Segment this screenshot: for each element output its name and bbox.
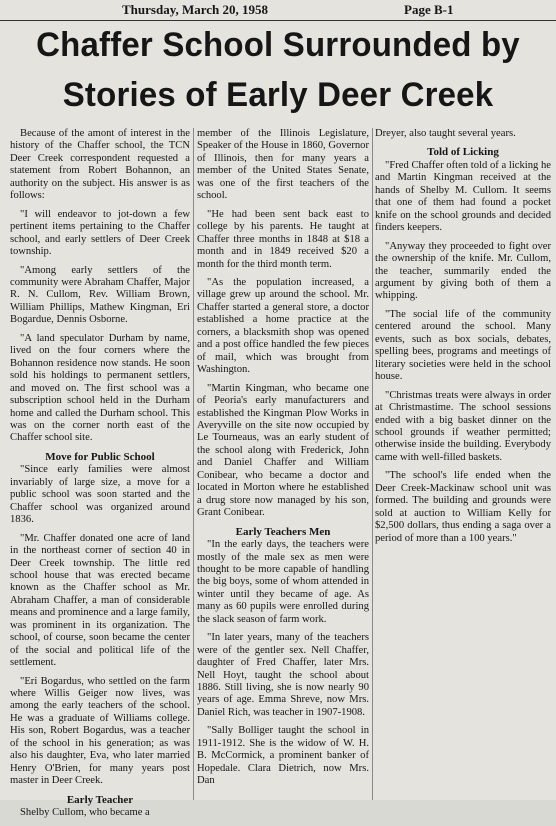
paragraph: "A land speculator Durham by name, lived on the four corners where the Bohannon residence now stands. He soon sold his holdings to permanent settlers, and moved on. The first school was a subscription school held in the Durham home and called the Durham school. This was on the corner north east of the Chaffer school site. (10, 332, 190, 444)
paragraph: "He had been sent back east to college by his parents. He taught at Chaffer three months in 1848 at $18 a month and in 1849 received $20 a month for the third month term. (197, 208, 369, 270)
article-column-3 (375, 128, 551, 551)
headline-line-1: Chaffer School Surrounded by (36, 26, 520, 64)
headline (8, 20, 547, 124)
column-rule-2 (372, 128, 373, 800)
paragraph: "In later years, many of the teachers were of the gentler sex. Nell Chaffer, daughter of Fred Chaffer, later Mrs. Nell Hoyt, taught the school about 1886. Still living, she is now nearly 90 years of age. Emma Shreve, now Mrs. Daniel Rich, was teacher in 1907-1908. (197, 632, 369, 718)
paragraph: "Among early settlers of the community were Abraham Chaffer, Major R. N. Cullom, Rev. William Brown, William Phillips, Mathew Kingman, Eri Bogardue, Dennis Osborne. (10, 264, 190, 326)
page-dateline (0, 0, 556, 21)
article-column-1 (10, 128, 190, 826)
paragraph: Shelby Cullom, who became a (20, 807, 150, 819)
paragraph: "Mr. Chaffer donated one acre of land in the northeast corner of section 40 in Deer Creek township. The little red school house that was erected became known as the Chaffer school as Mr. Abraham Chaffer, a man of considerable means and prominence and a large family, was prominent in its organization. The school, of course, soon became the center of the social and political life of the settlement. (10, 532, 190, 669)
article-column-2 (197, 128, 369, 794)
issue-date: Thursday, March 20, 1958 (122, 2, 269, 17)
paragraph: "Anyway they proceeded to fight over the ownership of the knife. Mr. Cullom, the teacher, summarily ended the argument by giving both of them a whipping. (375, 240, 551, 302)
paragraph: "Fred Chaffer often told of a licking he and Martin Kingman received at the hands of Shelby M. Cullom. It seems that one of them had found a pocket knife on the school grounds and decided finders keepers. (375, 159, 551, 234)
paragraph: Because of the amont of interest in the history of the Chaffer school, the TCN Deer Creek correspondent requested a statement from Robert Bohannon, an authority on the subject. His answer is as follows: (10, 128, 190, 202)
paragraph: "Martin Kingman, who became one of Peoria's early manufacturers and established the Kingman Plow Works in Averyville on the site now occupied by Le Tourneaus, was an early student of the school along with Frederick, John and Daniel Chaffer and William Conibear, who became a doctor and located in Morton where he established a drug store now managed by his son, Grant Conibear. (197, 382, 369, 519)
page-number: Page B-1 (404, 2, 454, 17)
paragraph: "The social life of the community centered around the school. Many events, such as box socials, debates, spelling bees, programs and meetings of literary societies were held in the school house. (375, 308, 551, 383)
paragraph: member of the Illinois Legislature, Speaker of the House in 1860, Governor of Illinois, then for many years a member of the United States Senate, was one of the first teachers of the school. (197, 128, 369, 202)
headline-line-2: Stories of Early Deer Creek (62, 76, 494, 114)
paragraph: "Since early families were almost invariably of large size, a move for a public school was soon started and the Chaffer school was organized around 1836. (10, 464, 190, 526)
paragraph: "In the early days, the teachers were mostly of the male sex as men were thought to be more capable of handling the big boys, some of whom attended in winter until they became of age. As many as 60 pupils were enrolled during the slack season of farm work. (197, 539, 369, 625)
paragraph: "I will endeavor to jot-down a few pertinent items pertaining to the Chaffer school, and early settlers of Deer Creek township. (10, 208, 190, 258)
subhead-told-of-licking: Told of Licking (427, 146, 499, 159)
subhead-move-for-public-school: Move for Public School (45, 450, 155, 463)
paragraph: "Eri Bogardus, who settled on the farm where Willis Geiger now lives, was among the early teachers of the school. He was a graduate of Williams college. His son, Robert Bogardus, was a teacher of the school in his generation; as was also his daughter, Eva, who later married Henry O'Brien, for many years post master in Deer Creek. (10, 675, 190, 787)
paragraph: "As the population increased, a village grew up around the school. Mr. Chaffer started a general store, a doctor established a home practice at the corners, a blacksmith shop was opened and a post office handled the few pieces of mail, which was brought from Washington. (197, 276, 369, 376)
paragraph: "The school's life ended when the Deer Creek-Mackinaw school unit was formed. The building and grounds were sold at auction to William Kelly for $2,500 dollars, thus ending a saga over a period of more than a 100 years." (375, 470, 551, 544)
paragraph: Dreyer, also taught several years. (375, 128, 516, 139)
column-rule-1 (193, 128, 194, 800)
subhead-early-teacher: Early Teacher (66, 793, 134, 806)
paragraph: "Sally Bolliger taught the school in 1911-1912. She is the widow of W. H. B. McCormick, a prominent banker of Hopedale. Clara Dietrich, now Mrs. Dan (197, 725, 369, 787)
subhead-early-teachers-men: Early Teachers Men (235, 525, 331, 538)
paragraph: "Christmas treats were always in order at Christmastime. The school sessions ended with a big basket dinner on the school grounds if weather permitted; otherwise inside the building. Everybody came with well-filled baskets. (375, 389, 551, 463)
